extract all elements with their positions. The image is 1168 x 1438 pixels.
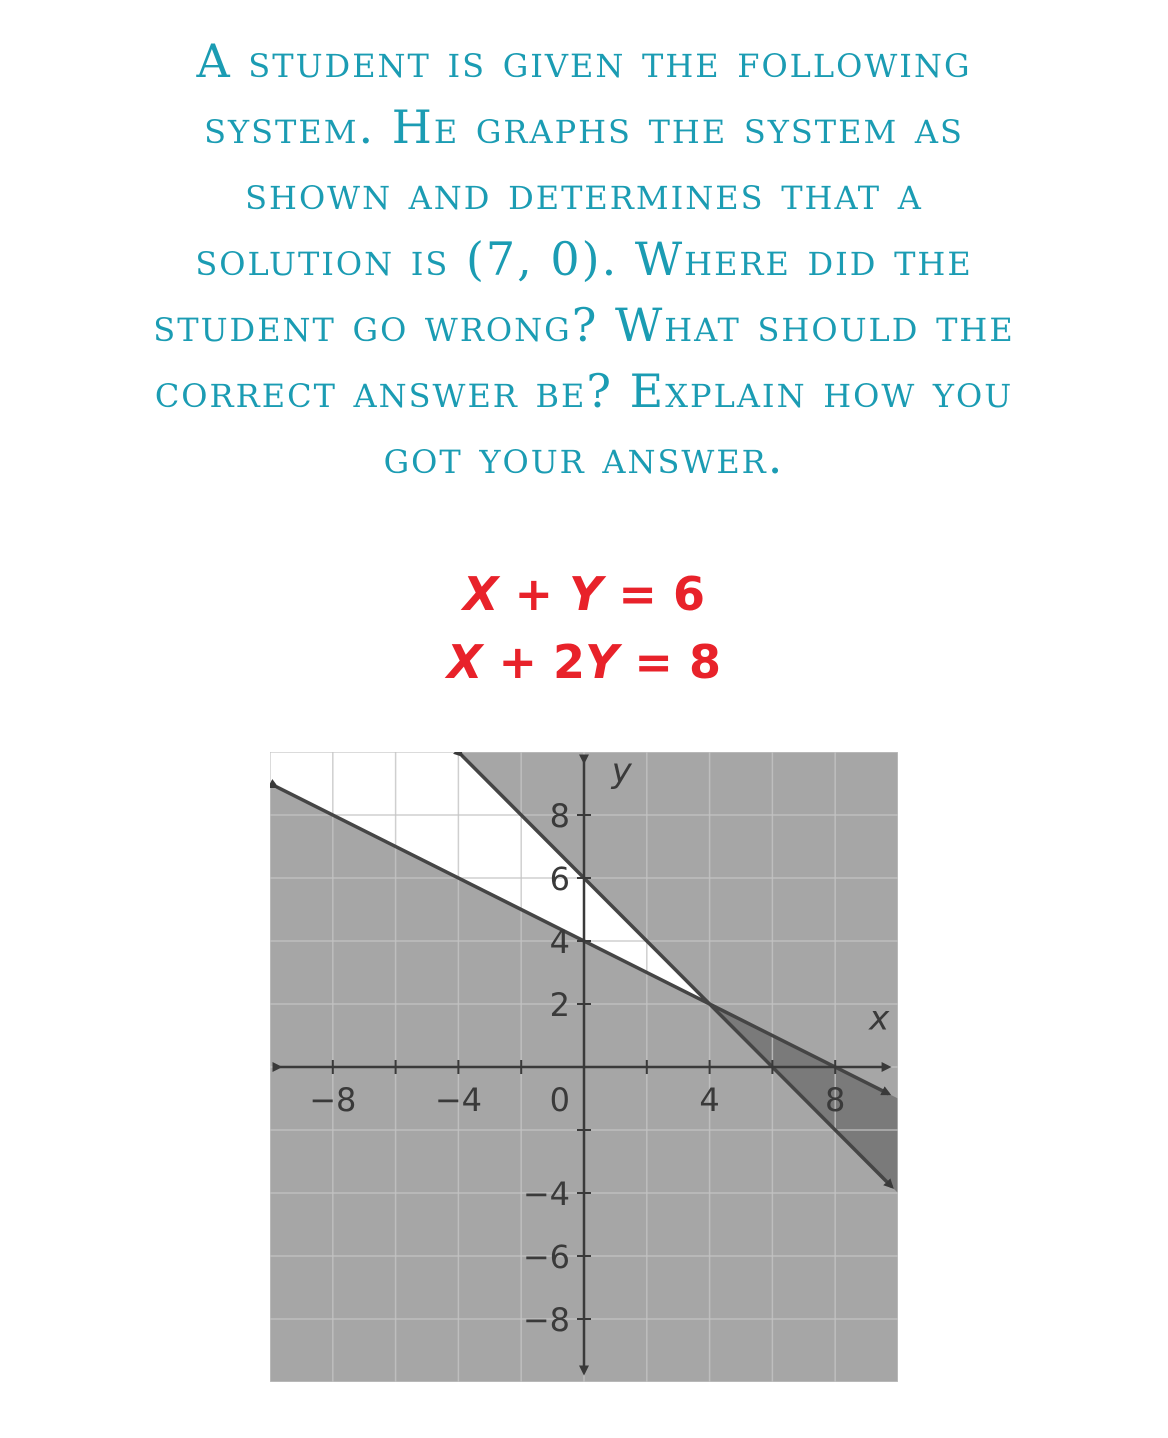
x-tick-label: 4 <box>699 1081 720 1119</box>
y-tick-label: −8 <box>522 1301 570 1339</box>
variable-y: Y <box>585 635 619 689</box>
y-tick-label: 2 <box>549 986 570 1024</box>
question-line: got your answer. <box>383 430 785 484</box>
equation-1 <box>0 560 1168 628</box>
y-axis-label: y <box>611 752 632 792</box>
y-tick-label: 4 <box>549 923 570 961</box>
question-line: student go wrong? What should the <box>153 298 1015 352</box>
x-axis-label: x <box>869 998 890 1039</box>
equation-rhs: = 8 <box>618 635 721 689</box>
equation-system <box>0 560 1168 696</box>
variable-x: X <box>447 635 483 689</box>
question-line: shown and determines that a <box>245 166 923 220</box>
question-line: A student is given the following <box>196 34 972 88</box>
x-tick-label: −8 <box>309 1081 357 1119</box>
y-tick-label: −4 <box>522 1175 570 1213</box>
operator: + <box>498 567 570 621</box>
question-text <box>0 28 1168 490</box>
equation-rhs: = 6 <box>602 567 705 621</box>
question-line: correct answer be? Explain how you <box>154 364 1014 418</box>
y-tick-label: 6 <box>549 860 570 898</box>
y-tick-label: 8 <box>549 797 570 835</box>
equation-2 <box>0 628 1168 696</box>
variable-x: X <box>463 567 499 621</box>
origin-label: 0 <box>549 1081 570 1119</box>
question-line: solution is (7, 0). Where did the <box>195 232 973 286</box>
variable-y: Y <box>569 567 603 621</box>
operator: + 2 <box>482 635 586 689</box>
x-tick-label: −4 <box>434 1081 482 1119</box>
y-tick-label: −6 <box>522 1238 570 1276</box>
inequality-graph <box>270 752 898 1382</box>
x-tick-label: 8 <box>825 1081 846 1119</box>
question-line: system. He graphs the system as <box>204 100 964 154</box>
